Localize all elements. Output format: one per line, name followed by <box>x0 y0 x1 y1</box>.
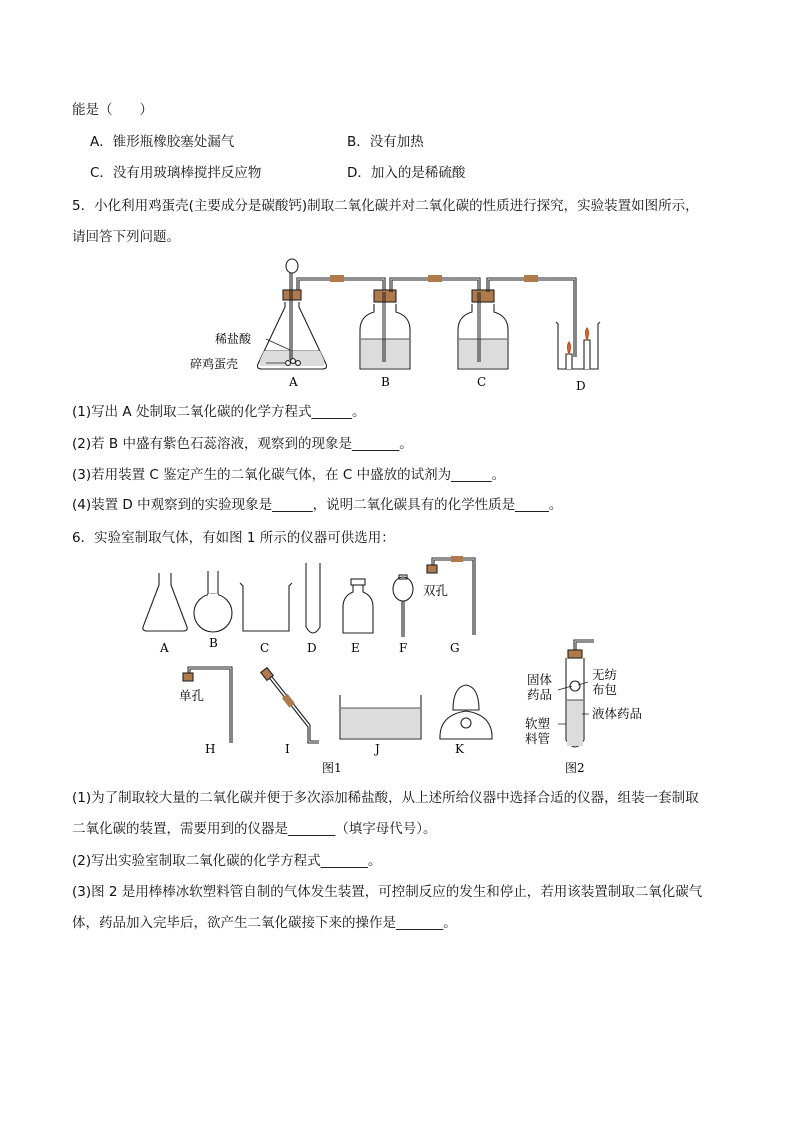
label-solid-2: 药品 <box>527 687 553 702</box>
label-b: B <box>381 375 390 389</box>
q6-sub3-line1: (3)图 2 是用棒棒冰软塑料管自制的气体发生装置，可控制反应的发生和停止，若用该装置制取二氧化碳气 <box>72 884 703 900</box>
q4-option-d: D．加入的是稀硫酸 <box>347 165 466 181</box>
fig2-caption: 图2 <box>565 761 585 775</box>
label-solid: 固体 <box>527 672 553 687</box>
fig1-label-e: E <box>351 641 360 655</box>
label-liquid: 液体药品 <box>592 706 643 721</box>
fig1-label-k: K <box>455 742 464 756</box>
label-shell: 碎鸡蛋壳 <box>190 357 239 371</box>
q5-stem-line1: 5．小化利用鸡蛋壳(主要成分是碳酸钙)制取二氧化碳并对二氧化碳的性质进行探究，实验装置如图所示， <box>72 198 699 214</box>
fig1-label-d: D <box>307 641 317 655</box>
fig1-label-i: I <box>285 742 290 756</box>
q6-stem: 6．实验室制取气体，有如图 1 所示的仪器可供选用： <box>72 530 395 546</box>
fig1-label-f: F <box>399 641 408 655</box>
label-double-hole: 双孔 <box>423 583 449 598</box>
q4-stem: 能是（ ） <box>72 102 153 118</box>
q5-sub1: (1)写出 A 处制取二氧化碳的化学方程式______。 <box>72 404 366 420</box>
label-a: A <box>289 375 298 389</box>
q6-sub3-line2: 体，药品加入完毕后，欲产生二氧化碳接下来的操作是_______。 <box>72 915 457 931</box>
fig1-label-h: H <box>205 742 216 756</box>
q5-apparatus-figure <box>180 252 620 397</box>
q5-sub3: (3)若用装置 C 鉴定产生的二氧化碳气体，在 C 中盛放的试剂为______。 <box>72 467 506 483</box>
q4-option-c: C．没有用玻璃棒搅拌反应物 <box>90 165 262 181</box>
fig1-label-a: A <box>160 641 169 655</box>
label-tube: 软塑 <box>525 716 551 731</box>
label-single-hole: 单孔 <box>179 688 205 703</box>
label-d: D <box>576 379 586 393</box>
fig1-label-c: C <box>260 641 270 655</box>
fig1-label-g: G <box>450 641 460 655</box>
q6-sub2: (2)写出实验室制取二氧化碳的化学方程式_______。 <box>72 853 382 869</box>
q6-sub1-line2: 二氧化碳的装置，需要用到的仪器是_______（填字母代号）。 <box>72 821 437 837</box>
label-nonwoven: 无纺 <box>592 667 618 682</box>
beaker-d <box>556 322 600 369</box>
q6-figure1 <box>135 555 515 780</box>
label-c: C <box>477 375 487 389</box>
q6-figure2 <box>520 630 680 778</box>
fig1-label-j: J <box>375 742 380 756</box>
q6-sub1-line1: (1)为了制取较大量的二氧化碳并便于多次添加稀盐酸，从上述所给仪器中选择合适的仪器，组装一套制取 <box>72 790 699 806</box>
q5-sub4: (4)装置 D 中观察到的实验现象是______，说明二氧化碳具有的化学性质是_____。 <box>72 497 563 513</box>
q5-sub2: (2)若 B 中盛有紫色石蕊溶液，观察到的现象是_______。 <box>72 436 413 452</box>
q4-option-b: B．没有加热 <box>347 134 424 150</box>
fig1-label-b: B <box>209 636 218 650</box>
label-tube-2: 料管 <box>525 731 551 746</box>
label-nonwoven-2: 布包 <box>592 682 618 697</box>
q5-stem-line2: 请回答下列问题。 <box>72 229 180 245</box>
q4-option-a: A．锥形瓶橡胶塞处漏气 <box>90 134 235 150</box>
label-acid: 稀盐酸 <box>215 332 252 346</box>
fig1-caption: 图1 <box>322 761 342 775</box>
